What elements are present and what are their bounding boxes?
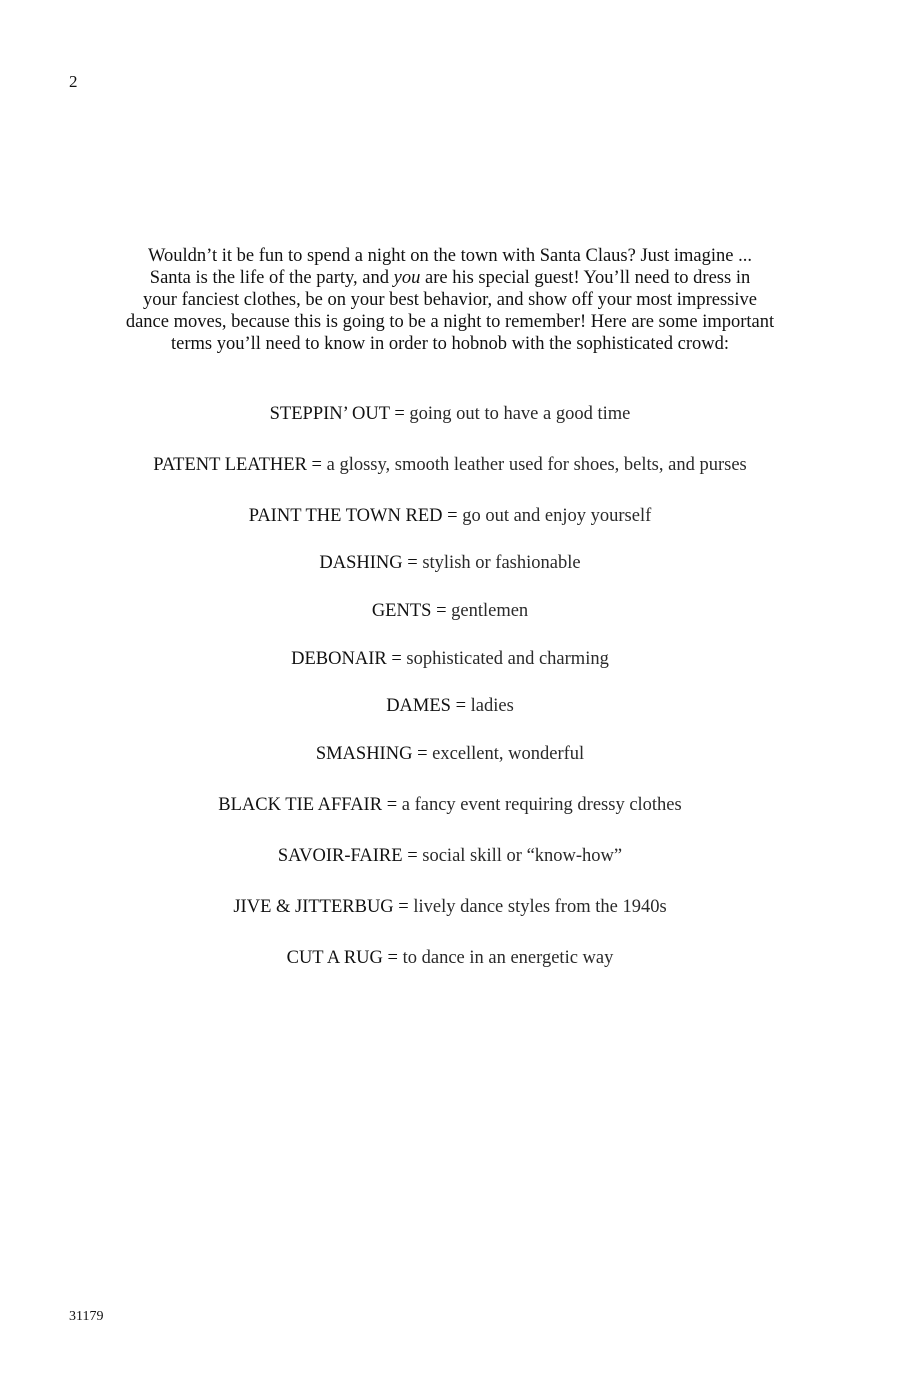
equals-sign: = [386,795,398,815]
glossary-entry [50,896,850,918]
equals-sign: = [436,601,447,621]
glossary-term: CUT A RUG [286,948,383,968]
glossary-definition: to dance in an energetic way [402,948,614,968]
equals-sign: = [417,744,428,764]
intro-line: your fanciest clothes, be on your best behavior, and show off your most impressive [143,290,757,310]
glossary-definition: a fancy event requiring dressy clothes [401,795,682,815]
glossary-definition: social skill or “know-how” [422,846,623,866]
intro-text: are his special guest! You’ll need to dress in [420,268,751,288]
glossary-definition: sophisticated and charming [406,649,609,669]
glossary-entry [50,947,850,969]
page-number: 2 [69,72,78,91]
glossary-entry [50,794,850,816]
glossary-entry [50,845,850,867]
equals-sign: = [391,649,402,669]
equals-sign: = [447,506,458,526]
glossary-term: SMASHING [315,744,413,764]
equals-sign: = [455,696,467,716]
glossary-term: SAVOIR-FAIRE [277,846,403,866]
glossary-definition: excellent, wonderful [432,744,585,764]
glossary-entry [50,403,850,425]
glossary-entry [50,454,850,476]
glossary-term: JIVE & JITTERBUG [233,897,394,917]
glossary-definition: stylish or fashionable [422,553,581,573]
intro-emphasis: you [393,268,421,288]
glossary-entry [50,648,850,670]
glossary-definition: lively dance styles from the 1940s [413,897,667,917]
glossary-term: GENTS [371,601,432,621]
equals-sign: = [387,948,398,968]
glossary-definition: a glossy, smooth leather used for shoes, belts, and purses [326,455,747,475]
equals-sign: = [394,404,405,424]
glossary-term: PATENT LEATHER [153,455,307,475]
glossary-definition: gentlemen [451,601,529,621]
intro-line: dance moves, because this is going to be a night to remember! Here are some important [125,312,775,332]
glossary-list [50,0,850,1000]
glossary-definition: go out and enjoy yourself [462,506,652,526]
glossary-entry [50,505,850,527]
intro-text: Santa is the life of the party, and [149,268,394,288]
glossary-entry [50,743,850,765]
glossary-definition: ladies [470,696,514,716]
glossary-definition: going out to have a good time [409,404,631,424]
equals-sign: = [398,897,409,917]
equals-sign: = [407,553,418,573]
glossary-entry [50,552,850,574]
glossary-term: DASHING [319,553,403,573]
equals-sign: = [407,846,418,866]
intro-line: Wouldn’t it be fun to spend a night on the town with Santa Claus? Just imagine ... [148,246,752,266]
glossary-term: DAMES [386,696,451,716]
glossary-term: BLACK TIE AFFAIR [218,795,383,815]
equals-sign: = [311,455,322,475]
catalog-number: 31179 [69,1309,104,1324]
glossary-term: DEBONAIR [291,649,387,669]
glossary-entry [50,600,850,622]
intro-line: terms you’ll need to know in order to hobnob with the sophisticated crowd: [171,334,729,354]
glossary-term: PAINT THE TOWN RED [248,506,443,526]
glossary-entry [50,695,850,717]
glossary-term: STEPPIN’ OUT [269,404,390,424]
